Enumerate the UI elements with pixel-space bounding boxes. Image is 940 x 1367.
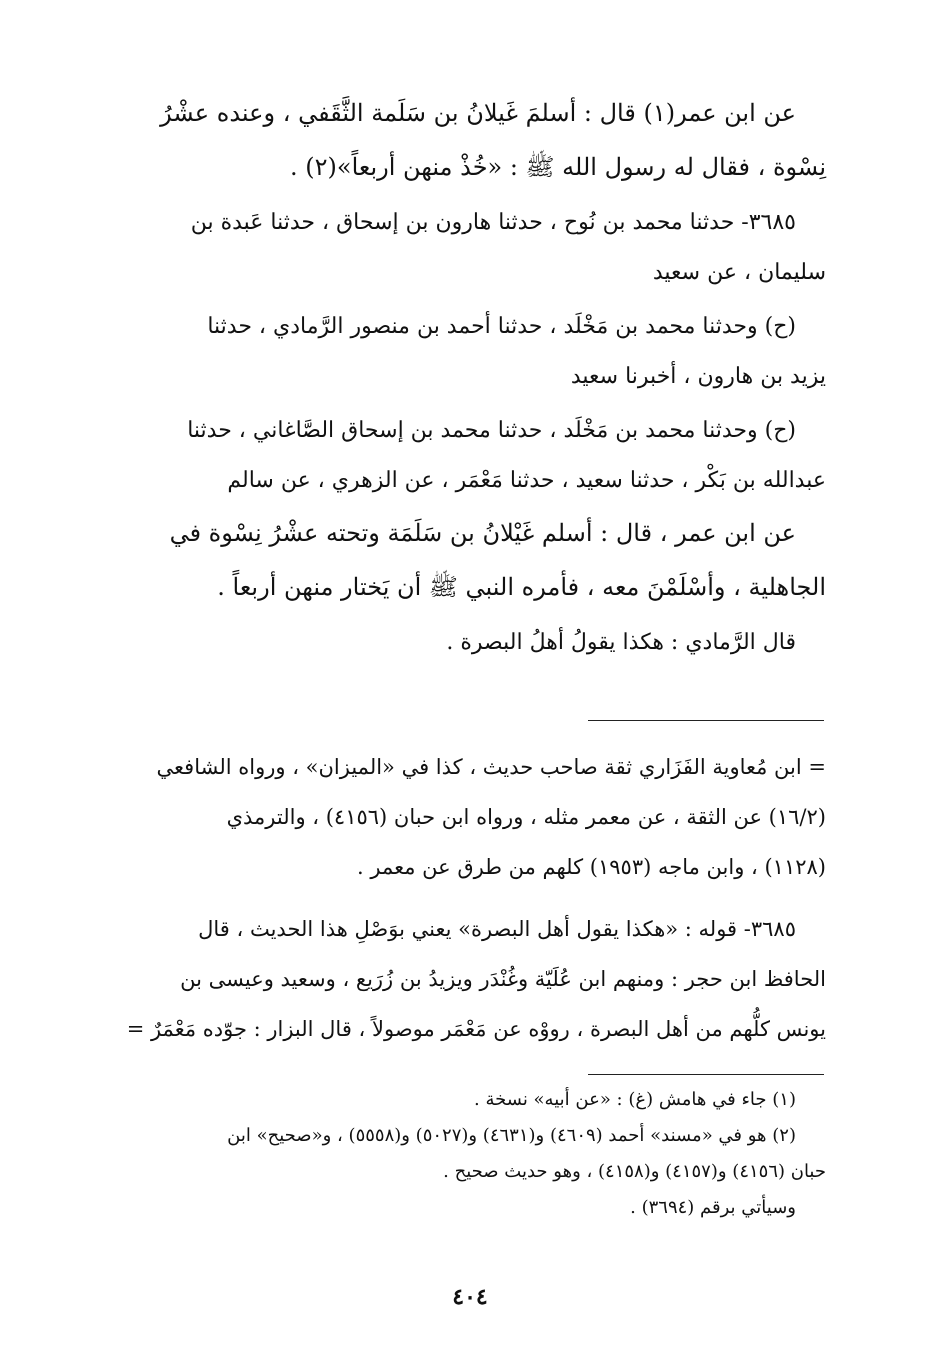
commentary-paragraph — [108, 904, 826, 1054]
footnote-line: (٢) هو في «مسند» أحمد (٤٦٠٩) و(٤٦٣١) و(٥٠٢٧) و(٥٥٥٨) ، و«صحيح» ابن — [227, 1125, 796, 1146]
text-line: ٣٦٨٥- قوله : «هكذا يقول أهل البصرة» يعني بوَصْلِ هذا الحديث ، قال — [198, 917, 796, 941]
text-line: عبدالله بن بَكْر ، حدثنا سعيد ، حدثنا مَعْمَر ، عن الزهري ، عن سالم — [227, 468, 826, 493]
text-line: يونس كلُّهم من أهل البصرة ، رووْه عن مَعْمَر موصولاً ، قال البزار : جوّده مَعْمَرٌ = — [126, 1017, 826, 1041]
text-line: = ابن مُعاوية الفَزَاري ثقة صاحب حديث ، كذا في «الميزان» ، ورواه الشافعي — [156, 755, 826, 779]
commentary-paragraph — [108, 742, 826, 892]
text-line: عن ابن عمر ، قال : أسلم غَيْلانُ بن سَلَمَة وتحته عشْرُ نِسْوة في — [169, 519, 796, 547]
text-line: قال الرَّمادي : هكذا يقولُ أهلُ البصرة . — [446, 630, 796, 655]
text-line: (١١٢٨) ، وابن ماجه (١٩٥٣) كلهم من طرق عن معمر . — [357, 855, 826, 879]
text-line: نِسْوة ، فقال له رسول الله ﷺ : «خُذْ منهن أربعاً»(٢) . — [290, 153, 826, 181]
commentary-section — [108, 742, 826, 1054]
text-line: (ح) وحدثنا محمد بن مَخْلَد ، حدثنا محمد بن إسحاق الصَّاغاني ، حدثنا — [187, 418, 796, 443]
text-line: (١٦/٢) عن الثقة ، عن معمر مثله ، ورواه ابن حبان (٤١٥٦) ، والترمذي — [226, 805, 826, 829]
text-line: سليمان ، عن سعيد — [652, 260, 826, 285]
paragraph-remark — [108, 618, 826, 668]
page-number: ٤٠٤ — [452, 1284, 488, 1310]
main-text — [108, 86, 826, 668]
text-line: عن ابن عمر(١) قال : أسلمَ غَيلانُ بن سَلَمة الثَّقَفي ، وعنده عشْرُ — [160, 99, 796, 127]
paragraph-isnad-3 — [108, 406, 826, 506]
paragraph-hadith-1 — [108, 86, 826, 194]
paragraph-isnad-2 — [108, 302, 826, 402]
paragraph-isnad-1 — [108, 198, 826, 298]
footnotes-divider — [588, 1074, 824, 1075]
text-line: الحافظ ابن حجر : ومنهم ابن عُلَيّة وغُنْدَر ويزيدُ بن زُرَيع ، وسعيد وعيسى بن — [180, 967, 826, 991]
text-line: ٣٦٨٥- حدثنا محمد بن نُوح ، حدثنا هارون بن إسحاق ، حدثنا عَبدة بن — [190, 210, 796, 235]
footnotes-section — [108, 1082, 826, 1226]
paragraph-hadith-2 — [108, 506, 826, 614]
text-line: يزيد بن هارون ، أخبرنا سعيد — [570, 364, 826, 389]
footnote-line: وسيأتي برقم (٣٦٩٤) . — [630, 1197, 796, 1218]
footnote-line: حبان (٤١٥٦) و(٤١٥٧) و(٤١٥٨) ، وهو حديث صحيح . — [443, 1161, 826, 1182]
commentary-divider — [588, 720, 824, 721]
footnote-line: (١) جاء في هامش (غ) : «عن أبيه» نسخة . — [474, 1089, 796, 1110]
text-line: الجاهلية ، وأسْلَمْنَ معه ، فأمره النبي ﷺ أن يَختار منهن أربعاً . — [217, 573, 826, 601]
text-line: (ح) وحدثنا محمد بن مَخْلَد ، حدثنا أحمد بن منصور الرَّمادي ، حدثنا — [207, 314, 796, 339]
